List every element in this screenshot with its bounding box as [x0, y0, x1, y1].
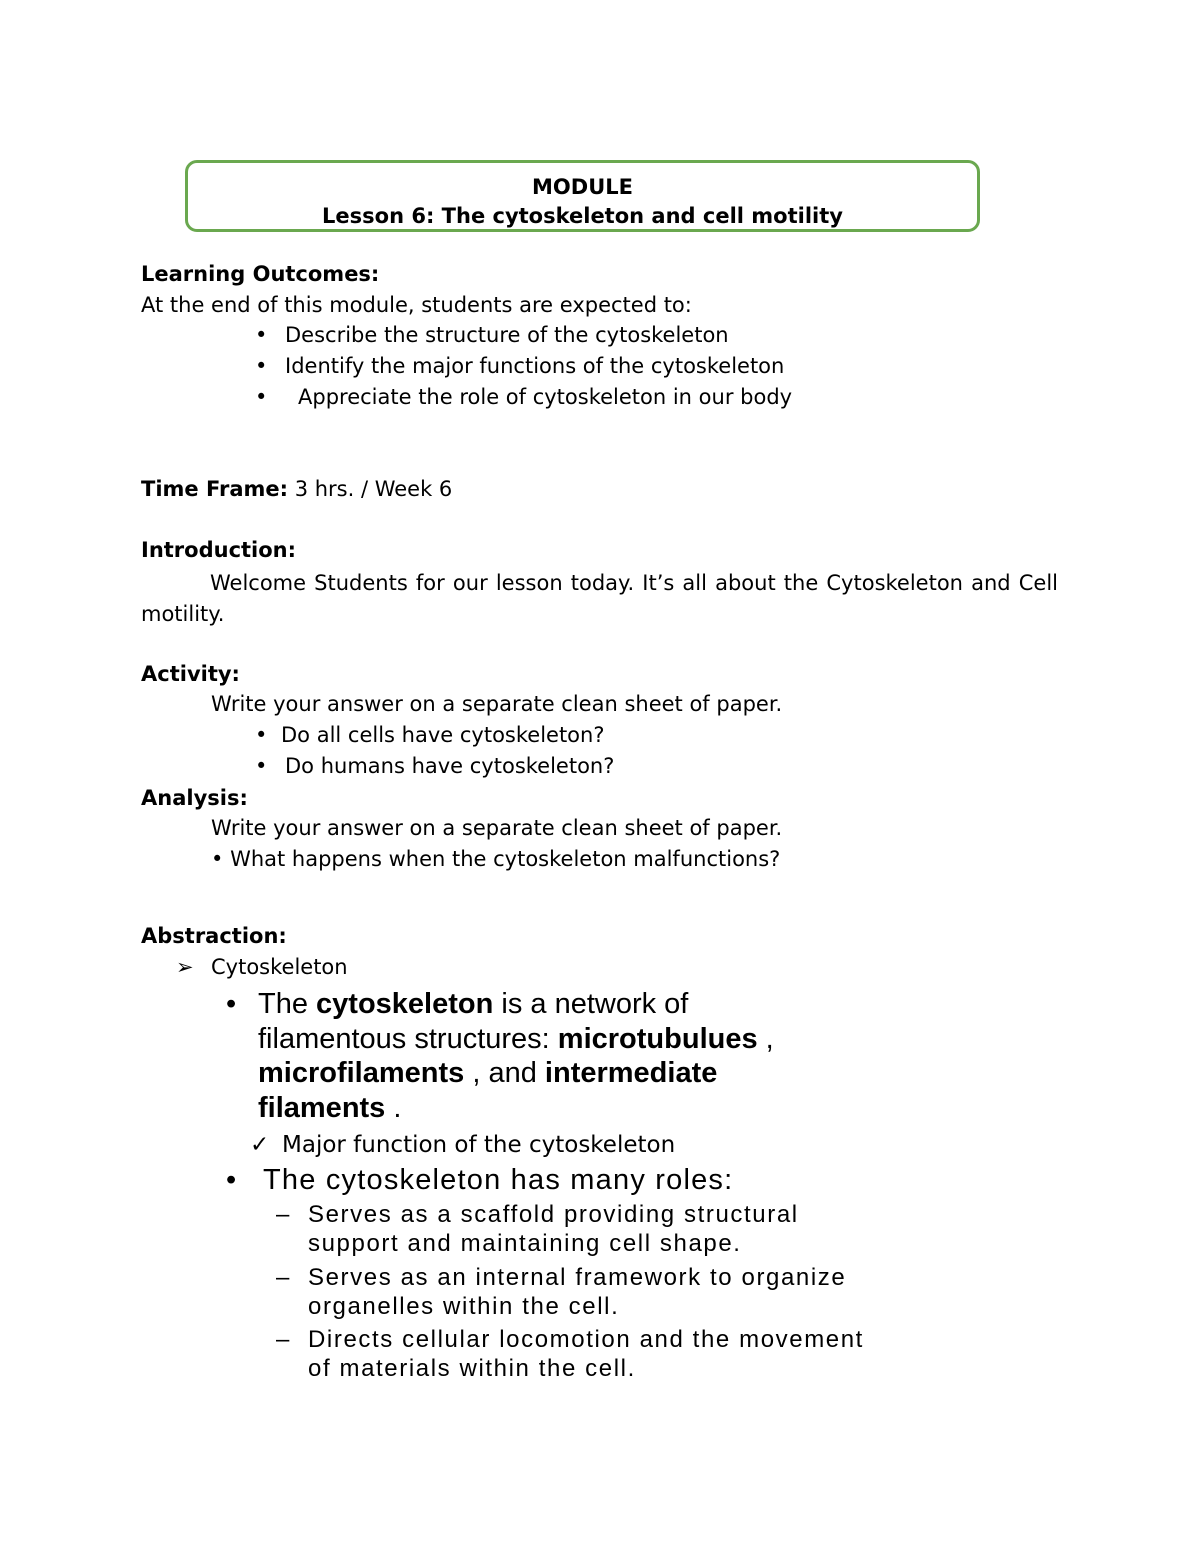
- bullet-icon: •: [255, 354, 268, 378]
- activity-instruction: Write your answer on a separate clean sheet of paper.: [211, 692, 783, 716]
- time-frame-label: Time Frame:: [141, 477, 289, 501]
- role-item: – Serves as a scaffold providing structural: [276, 1201, 799, 1228]
- role-item-continuation: of materials within the cell.: [308, 1355, 636, 1382]
- time-frame-value: 3 hrs. / Week 6: [294, 477, 453, 501]
- role-item-continuation: organelles within the cell.: [308, 1293, 620, 1320]
- abstraction-heading: Abstraction:: [141, 924, 287, 948]
- analysis-instruction: Write your answer on a separate clean sheet of paper.: [211, 816, 783, 840]
- checkmark-icon: ✓: [250, 1132, 270, 1158]
- outcome-item: • Identify the major functions of the cytoskeleton: [255, 354, 785, 378]
- bullet-icon: •: [226, 988, 237, 1020]
- introduction-heading: Introduction:: [141, 538, 297, 562]
- outcome-item: • Appreciate the role of cytoskeleton in our body: [255, 385, 793, 409]
- analysis-question: • What happens when the cytoskeleton malfunctions?: [211, 847, 781, 871]
- dash-icon: –: [276, 1326, 291, 1353]
- bullet-icon: •: [211, 847, 231, 871]
- learning-outcomes-intro: At the end of this module, students are expected to:: [141, 293, 692, 317]
- title-box: [185, 160, 980, 232]
- introduction-text: Welcome Students for our lesson today. It’s all about the Cytoskeleton and Cell motility.: [141, 571, 1058, 626]
- bullet-icon: •: [226, 1164, 238, 1196]
- role-item: – Serves as an internal framework to organize: [276, 1264, 847, 1291]
- major-function: ✓ Major function of the cytoskeleton: [250, 1132, 676, 1158]
- activity-heading: Activity:: [141, 662, 240, 686]
- outcome-item: • Describe the structure of the cytoskeleton: [255, 323, 729, 347]
- abstraction-topic: ➢ Cytoskeleton: [176, 955, 348, 979]
- role-item-continuation: support and maintaining cell shape.: [308, 1230, 742, 1257]
- roles-heading: • The cytoskeleton has many roles:: [226, 1164, 734, 1196]
- definition-line: filamentous structures: microtubulues ,: [258, 1023, 774, 1055]
- arrow-bullet-icon: ➢: [176, 955, 194, 979]
- bullet-icon: •: [255, 323, 268, 347]
- definition-line: filaments .: [258, 1092, 402, 1124]
- analysis-heading: Analysis:: [141, 786, 248, 810]
- lesson-title: Lesson 6: The cytoskeleton and cell motility: [322, 204, 843, 228]
- bullet-icon: •: [255, 723, 268, 747]
- activity-question: • Do all cells have cytoskeleton?: [255, 723, 605, 747]
- dash-icon: –: [276, 1201, 291, 1228]
- bullet-icon: •: [255, 385, 268, 409]
- bullet-icon: •: [255, 754, 268, 778]
- role-item: – Directs cellular locomotion and the movement: [276, 1326, 864, 1353]
- learning-outcomes-heading: Learning Outcomes:: [141, 262, 380, 286]
- dash-icon: –: [276, 1264, 291, 1291]
- time-frame: [141, 477, 452, 502]
- activity-question: • Do humans have cytoskeleton?: [255, 754, 615, 778]
- definition-line: microfilaments , and intermediate: [258, 1057, 718, 1089]
- definition-line: • The cytoskeleton is a network of: [226, 988, 689, 1020]
- module-title: MODULE: [532, 175, 633, 199]
